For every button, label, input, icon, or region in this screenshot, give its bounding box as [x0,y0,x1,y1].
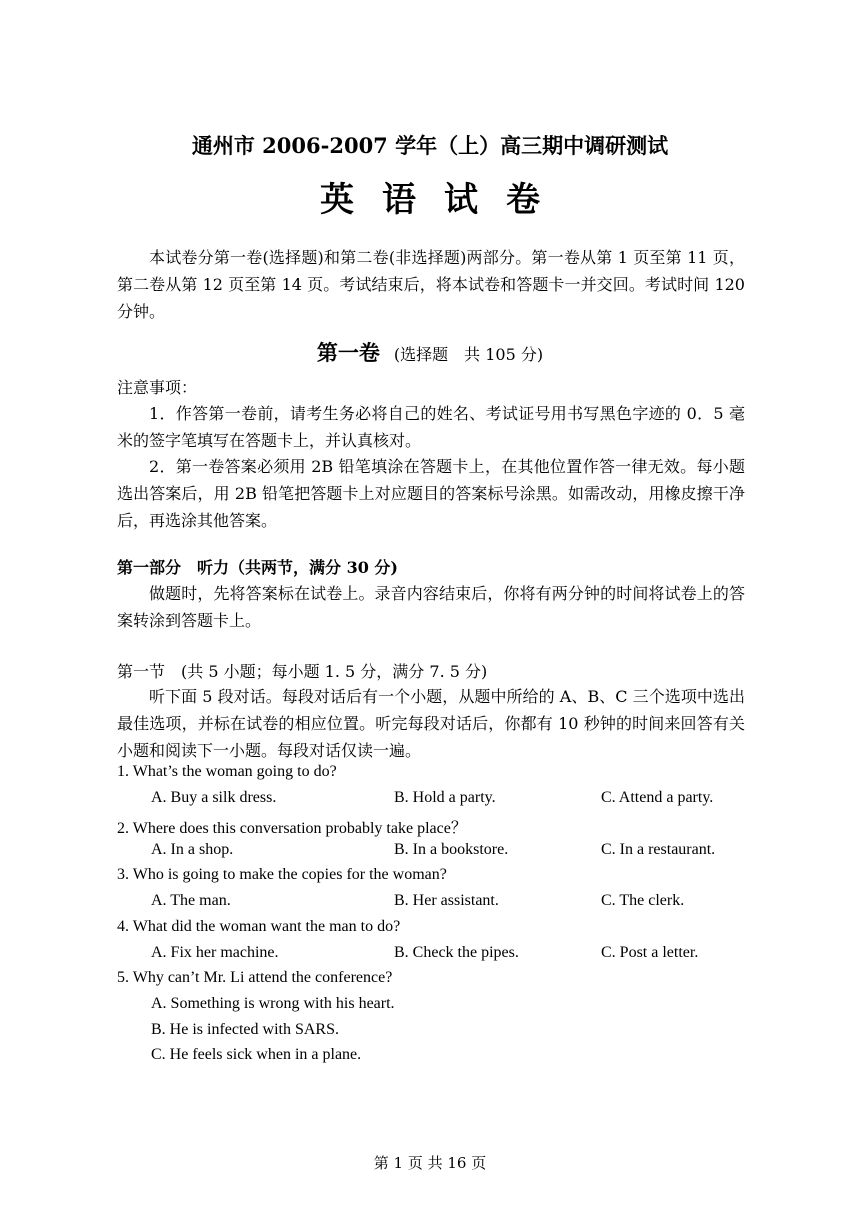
section1-instruction: 听下面 5 段对话。每段对话后有一个小题，从题中所给的 A、B、C 三个选项中选出最佳选项，并标在试卷的相应位置。听完每段对话后，你都有 10 秒钟的时间来回答有关小题和阅读下一小题。每段对话仅读一遍。 [117,687,745,760]
exam-title: 通州市 2006-2007 学年（上）高三期中调研测试 [191,133,669,158]
question-1-option-a: A. Buy a silk dress. [151,789,277,806]
question-2-option-a: A. In a shop. [151,841,234,858]
note-item-2: 2．第一卷答案必须用 2B 铅笔填涂在答题卡上，在其他位置作答一律无效。每小题选出答案后，用 2B 铅笔把答题卡上对应题目的答案标号涂黑。如需改动，用橡皮擦干净后，再选涂其他答案。 [117,457,745,530]
page-footer: 第 1 页 共 16 页 [373,1154,487,1172]
section1-heading: 第一节 (共 5 小题；每小题 1. 5 分，满分 7. 5 分) [117,662,488,681]
question-4-option-c: C. Post a letter. [601,944,699,961]
question-4-option-a: A. Fix her machine. [151,944,279,961]
volume-name: 第一卷 [316,341,380,365]
notes-heading: 注意事项： [117,378,198,397]
question-5-stem: 5. Why can’t Mr. Li attend the conference? [117,969,393,986]
question-3-option-c: C. The clerk. [601,892,685,909]
question-5-option-a: A. Something is wrong with his heart. [151,995,395,1012]
part1-heading: 第一部分 听力（共两节，满分 30 分) [117,558,398,577]
question-5-option-c: C. He feels sick when in a plane. [151,1046,362,1063]
volume-info: (选择题 共 105 分) [393,345,544,364]
intro-paragraph: 本试卷分第一卷(选择题)和第二卷(非选择题)两部分。第一卷从第 1 页至第 11 页，第二卷从第 12 页至第 14 页。考试结束后，将本试卷和答题卡一并交回。考试时间 120 分钟。 [117,248,745,321]
question-2-stem: 2. Where does this conversation probably take place？ [117,820,467,837]
question-1-option-c: C. Attend a party. [601,789,714,806]
question-1-stem: 1. What’s the woman going to do? [117,763,337,780]
question-2-option-b: B. In a bookstore. [394,841,509,858]
question-4-option-b: B. Check the pipes. [394,944,519,961]
part1-instruction: 做题时，先将答案标在试卷上。录音内容结束后，你将有两分钟的时间将试卷上的答案转涂到答题卡上。 [117,584,745,630]
question-1-option-b: B. Hold a party. [394,789,496,806]
question-3-option-b: B. Her assistant. [394,892,499,909]
exam-subtitle: 英语试卷 [320,180,568,220]
question-4-stem: 4. What did the woman want the man to do? [117,918,401,935]
volume-heading [0,337,860,367]
question-5-option-b: B. He is infected with SARS. [151,1021,339,1038]
note-item-1: 1．作答第一卷前，请考生务必将自己的姓名、考试证号用书写黑色字迹的 0．5 毫米的签字笔填写在答题卡上，并认真核对。 [117,404,745,450]
question-2-option-c: C. In a restaurant. [601,841,716,858]
question-3-stem: 3. Who is going to make the copies for the woman? [117,866,447,883]
question-3-option-a: A. The man. [151,892,231,909]
